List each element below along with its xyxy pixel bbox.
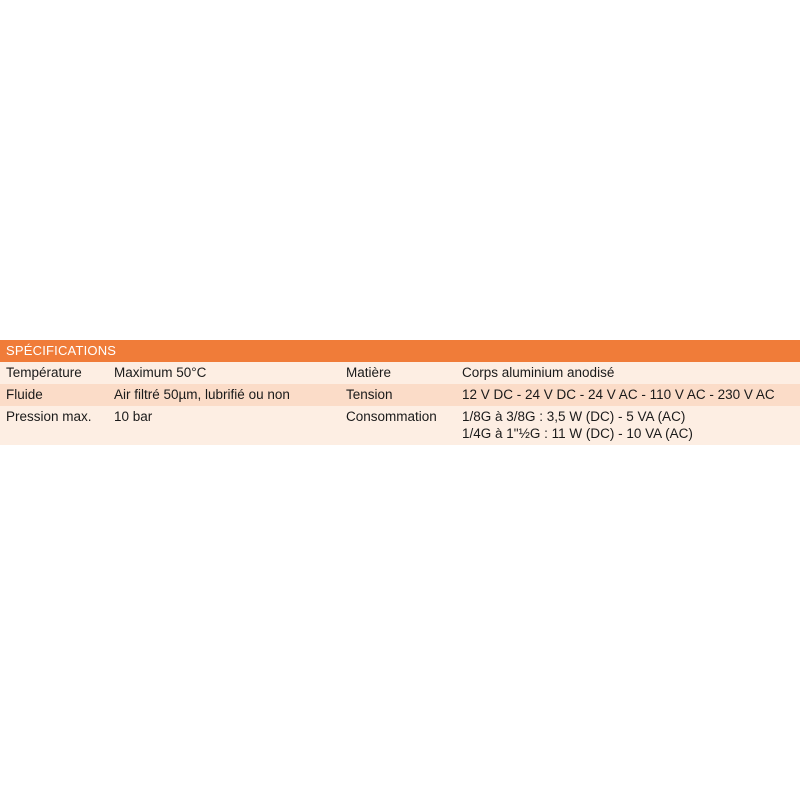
- row-value-tension: 12 V DC - 24 V DC - 24 V AC - 110 V AC - 230 V AC: [456, 384, 800, 406]
- row-label-temperature: Température: [0, 362, 108, 384]
- specifications-panel: [0, 340, 800, 445]
- consommation-line-1: 1/8G à 3/8G : 3,5 W (DC) - 5 VA (AC): [462, 409, 686, 424]
- table-row: [0, 384, 800, 406]
- table-header: [0, 340, 800, 362]
- row-value-consommation: [456, 406, 800, 445]
- table-row: [0, 362, 800, 384]
- specifications-title: SPÉCIFICATIONS: [0, 340, 800, 362]
- row-value-temperature: Maximum 50°C: [108, 362, 340, 384]
- row-label-fluide: Fluide: [0, 384, 108, 406]
- row-value-pression-max: 10 bar: [108, 406, 340, 445]
- row-label-consommation: Consommation: [340, 406, 456, 445]
- row-value-fluide: Air filtré 50µm, lubrifié ou non: [108, 384, 340, 406]
- row-label-tension: Tension: [340, 384, 456, 406]
- table-row: [0, 406, 800, 445]
- specifications-table: [0, 340, 800, 445]
- row-value-matiere: Corps aluminium anodisé: [456, 362, 800, 384]
- consommation-line-2: 1/4G à 1"½G : 11 W (DC) - 10 VA (AC): [462, 426, 693, 441]
- table-header-row: [0, 340, 800, 362]
- row-label-pression-max: Pression max.: [0, 406, 108, 445]
- row-label-matiere: Matière: [340, 362, 456, 384]
- table-body: [0, 362, 800, 445]
